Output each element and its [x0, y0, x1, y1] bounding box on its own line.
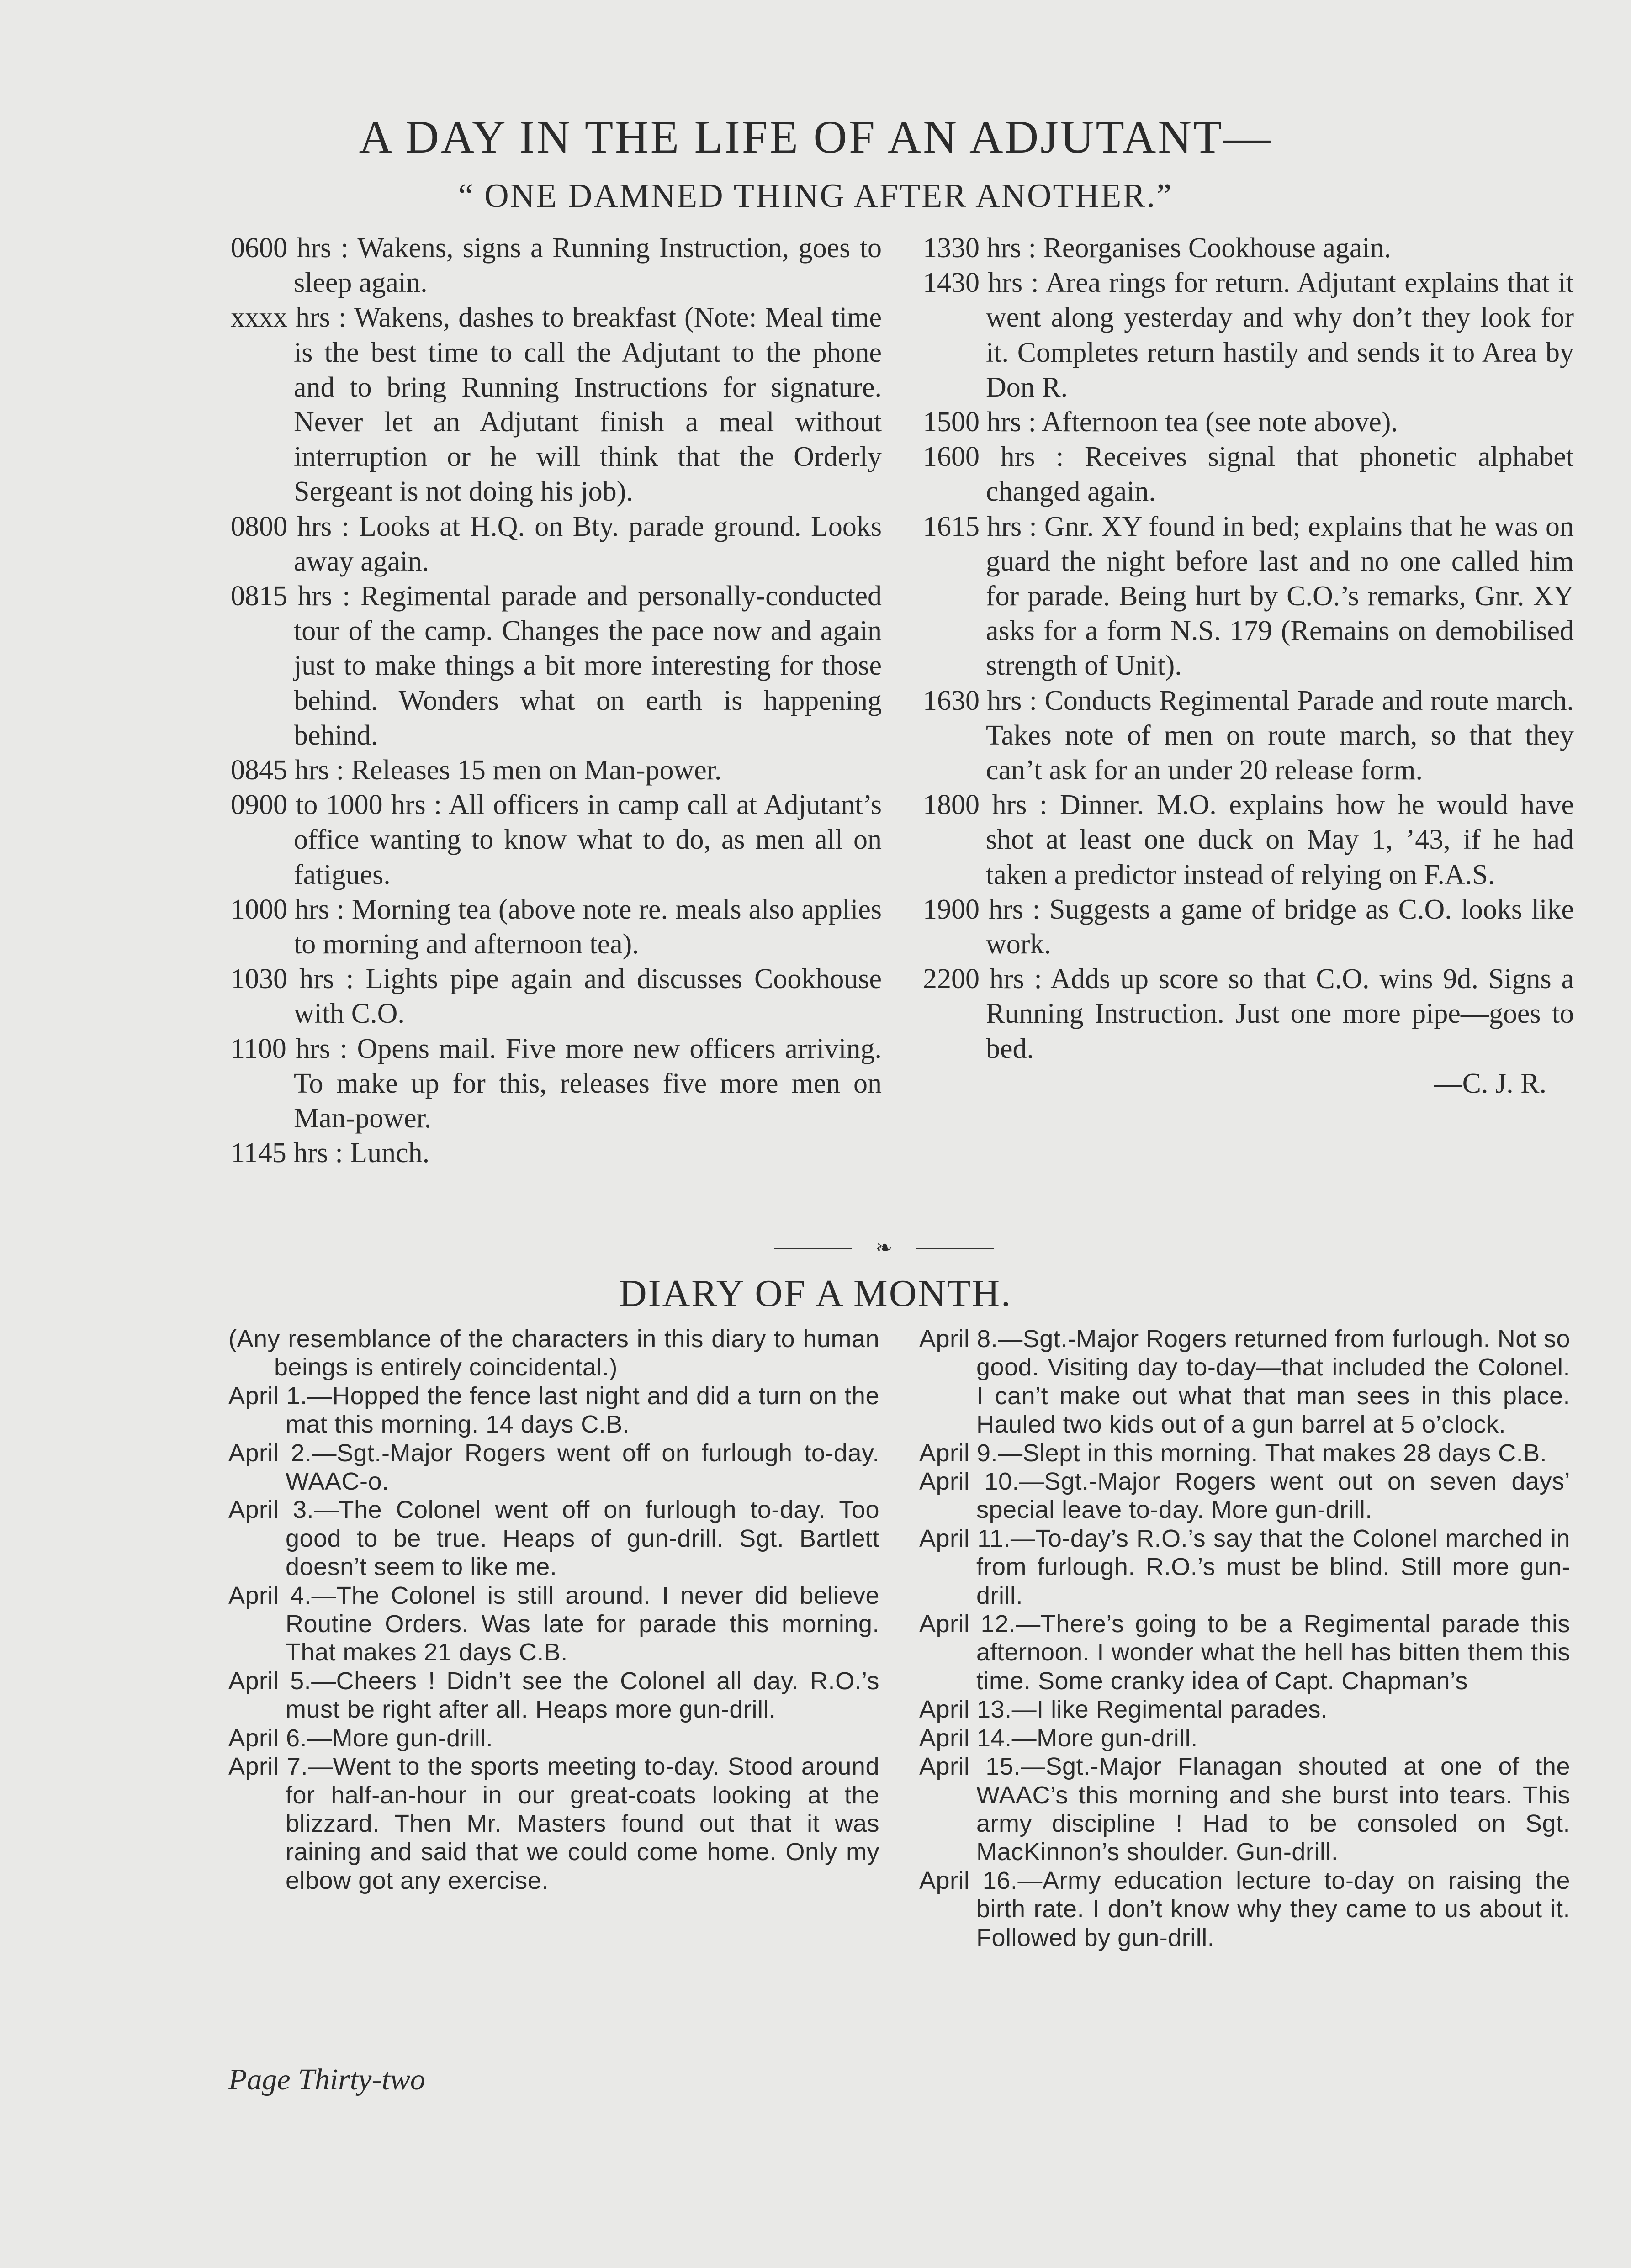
fleuron-icon: ❧	[875, 1237, 893, 1259]
adjutant-left-column	[231, 231, 882, 1170]
diary-intro: (Any resemblance of the characters in this diary to human beings is entirely coincidental.)	[228, 1325, 879, 1381]
article-title: A DAY IN THE LIFE OF AN ADJUTANT—	[359, 111, 1272, 163]
log-entry: 0845 hrs : Releases 15 men on Man-power.	[231, 755, 722, 786]
log-entry: 1430 hrs : Area rings for return. Adjutant explains that it went along yesterday and why don’t they look for it. Completes return hastily and sends it to Area by Don R.	[923, 267, 1574, 403]
log-entry: 0800 hrs : Looks at H.Q. on Bty. parade ground. Looks away again.	[231, 511, 882, 577]
diary-entry: April 6.—More gun-drill.	[228, 1724, 493, 1752]
diary-left-column	[228, 1325, 879, 1895]
log-entry: 2200 hrs : Adds up score so that C.O. wins 9d. Signs a Running Instruction. Just one more pipe—goes to bed.	[923, 963, 1574, 1064]
diary-entry: April 2.—Sgt.-Major Rogers went off on furlough to-day. WAAC-o.	[228, 1439, 879, 1496]
article-subtitle: “ ONE DAMNED THING AFTER ANOTHER.”	[458, 177, 1173, 215]
diary-entry: April 9.—Slept in this morning. That makes 28 days C.B.	[919, 1439, 1547, 1467]
diary-entry: April 1.—Hopped the fence last night and did a turn on the mat this morning. 14 days C.B.	[228, 1382, 879, 1438]
section-divider	[774, 1239, 994, 1257]
diary-entry: April 16.—Army education lecture to-day on raising the birth rate. I don’t know why they came to us about it. Followed by gun-drill.	[919, 1866, 1570, 1951]
log-entry: 1030 hrs : Lights pipe again and discusses Cookhouse with C.O.	[231, 963, 882, 1030]
log-entry: 1800 hrs : Dinner. M.O. explains how he would have shot at least one duck on May 1, ’43, if he had taken a predictor instead of relying on F.A.S.	[923, 789, 1574, 890]
log-entry: 1900 hrs : Suggests a game of bridge as C.O. looks like work.	[923, 893, 1574, 960]
log-entry: 0815 hrs : Regimental parade and personally-conducted tour of the camp. Changes the pace now and again just to make things a bit more interesting for those behind. Wonders what on earth is happening behind.	[231, 581, 882, 751]
diary-right-column	[919, 1325, 1570, 1952]
diary-entry: April 14.—More gun-drill.	[919, 1724, 1198, 1752]
log-entry: 1000 hrs : Morning tea (above note re. meals also applies to morning and afternoon tea).	[231, 893, 882, 960]
divider-rule-right	[916, 1248, 994, 1249]
log-entry: 1500 hrs : Afternoon tea (see note above).	[923, 407, 1398, 438]
author-signature: —C. J. R.	[1434, 1068, 1546, 1099]
page-number: Page Thirty-two	[228, 2063, 425, 2096]
log-entry: 0900 to 1000 hrs : All officers in camp call at Adjutant’s office wanting to know what to do, as men all on fatigues.	[231, 789, 882, 890]
diary-entry: April 3.—The Colonel went off on furlough to-day. Too good to be true. Heaps of gun-drill. Sgt. Bartlett doesn’t seem to like me.	[228, 1496, 879, 1581]
diary-entry: April 15.—Sgt.-Major Flanagan shouted at one of the WAAC’s this morning and she burst into tears. This army discipline ! Had to be consoled on Sgt. MacKinnon’s shoulder. Gun-drill.	[919, 1753, 1570, 1866]
log-entry: 0600 hrs : Wakens, signs a Running Instruction, goes to sleep again.	[231, 233, 882, 299]
diary-entry: April 5.—Cheers ! Didn’t see the Colonel all day. R.O.’s must be right after all. Heaps more gun-drill.	[228, 1667, 879, 1723]
diary-entry: April 12.—There’s going to be a Regimental parade this afternoon. I wonder what the hell has bitten them this time. Some cranky idea of Capt. Chapman’s	[919, 1610, 1570, 1695]
log-entry: 1600 hrs : Receives signal that phonetic alphabet changed again.	[923, 441, 1574, 508]
log-entry: 1630 hrs : Conducts Regimental Parade and route march. Takes note of men on route march, so that they can’t ask for an under 20 release form.	[923, 685, 1574, 786]
diary-entry: April 10.—Sgt.-Major Rogers went out on seven days’ special leave to-day. More gun-drill.	[919, 1468, 1570, 1524]
diary-entry: April 7.—Went to the sports meeting to-day. Stood around for half-an-hour in our great-coats looking at the blizzard. Then Mr. Masters found out that it was raining and said that we could come home. Only my elbow got any exercise.	[228, 1753, 879, 1894]
log-entry: 1615 hrs : Gnr. XY found in bed; explains that he was on guard the night before last and no one called him for parade. Being hurt by C.O.’s remarks, Gnr. XY asks for a form N.S. 179 (Remains on demobilised strength of Unit).	[923, 511, 1574, 682]
adjutant-right-column	[923, 231, 1574, 1101]
log-entry: 1330 hrs : Reorganises Cookhouse again.	[923, 233, 1392, 264]
log-entry: xxxx hrs : Wakens, dashes to breakfast (Note: Meal time is the best time to call the Adjutant to the phone and to bring Running Instructions for signature. Never let an Adjutant finish a meal without interruption or he will think that the Orderly Sergeant is not doing his job).	[231, 302, 882, 508]
diary-entry: April 4.—The Colonel is still around. I never did believe Routine Orders. Was late for parade this morning. That makes 21 days C.B.	[228, 1581, 879, 1666]
diary-entry: April 8.—Sgt.-Major Rogers returned from furlough. Not so good. Visiting day to-day—that included the Colonel. I can’t make out what that man sees in this place. Hauled two kids out of a gun barrel at 5 o’clock.	[919, 1325, 1570, 1438]
diary-title: DIARY OF A MONTH.	[619, 1272, 1012, 1315]
diary-entry: April 13.—I like Regimental parades.	[919, 1696, 1328, 1723]
log-entry: 1145 hrs : Lunch.	[231, 1137, 430, 1169]
log-entry: 1100 hrs : Opens mail. Five more new officers arriving. To make up for this, releases five more men on Man-power.	[231, 1033, 882, 1134]
divider-rule-left	[774, 1248, 852, 1249]
diary-entry: April 11.—To-day’s R.O.’s say that the Colonel marched in from furlough. R.O.’s must be blind. Still more gun-drill.	[919, 1524, 1570, 1609]
